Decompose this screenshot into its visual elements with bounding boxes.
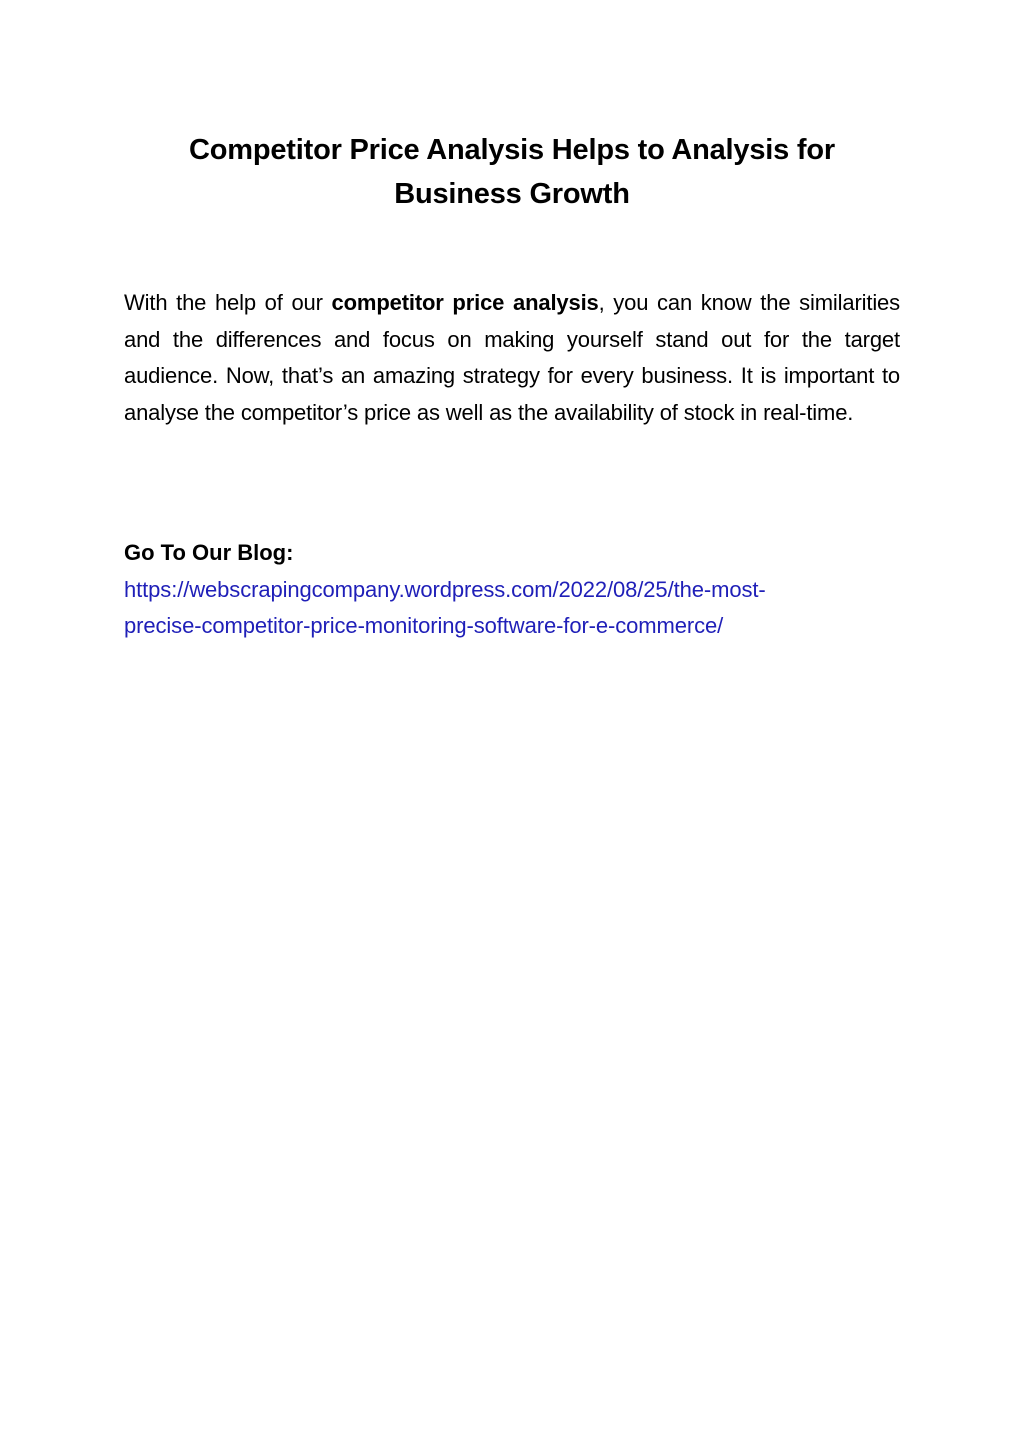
blog-section xyxy=(124,535,904,645)
title-line-2: Business Growth xyxy=(394,178,630,210)
paragraph-bold-phrase: competitor price analysis xyxy=(331,290,599,315)
title-line-1: Competitor Price Analysis Helps to Analysis for xyxy=(189,134,835,166)
blog-link-line-2: precise-competitor-price-monitoring-software-for-e-commerce/ xyxy=(124,613,724,638)
paragraph-intro-text: With the help of our xyxy=(124,290,332,315)
page-title xyxy=(150,128,874,216)
blog-link[interactable] xyxy=(124,572,904,645)
paragraph-rest-text: , you can know the similarities and the differences and focus on making yourself stand out for the target audience. Now, that’s an amazing strategy for every business. It is important to analyse the competitor’s price as well as the availability of stock in real-time. xyxy=(124,290,900,425)
body-paragraph xyxy=(124,285,900,431)
blog-label: Go To Our Blog: xyxy=(124,540,294,565)
blog-link-line-1: https://webscrapingcompany.wordpress.com/2022/08/25/the-most- xyxy=(124,576,766,602)
